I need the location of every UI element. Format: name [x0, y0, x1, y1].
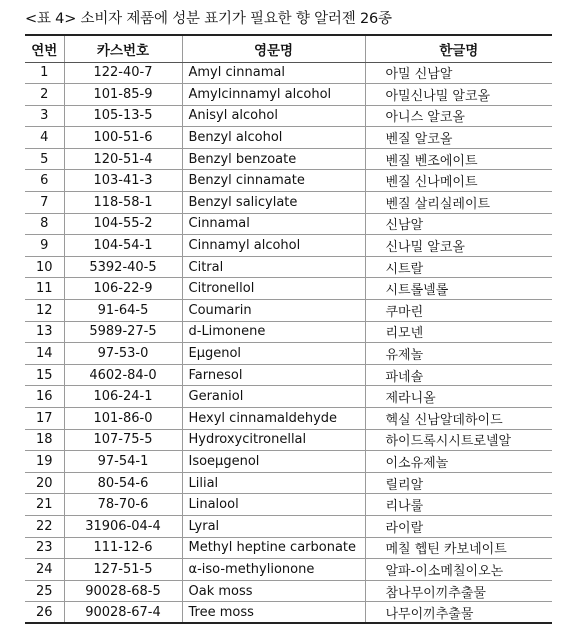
- cell-cas-number: 127-51-5: [64, 559, 182, 581]
- cell-korean-name: 리나룰: [365, 494, 552, 516]
- cell-cas-number: 5989-27-5: [64, 321, 182, 343]
- cell-cas-number: 101-85-9: [64, 84, 182, 106]
- cell-english-name: Amyl cinnamal: [182, 62, 365, 84]
- cell-serial: 7: [25, 192, 64, 214]
- cell-korean-name: 시트랄: [365, 256, 552, 278]
- cell-serial: 5: [25, 148, 64, 170]
- cell-korean-name: 메칠 헵틴 카보네이트: [365, 537, 552, 559]
- cell-cas-number: 106-24-1: [64, 386, 182, 408]
- table-row: [25, 278, 552, 300]
- cell-cas-number: 78-70-6: [64, 494, 182, 516]
- table-row: [25, 429, 552, 451]
- header-english-name: 영문명: [182, 35, 365, 62]
- cell-serial: 15: [25, 364, 64, 386]
- cell-serial: 19: [25, 451, 64, 473]
- table-row: [25, 472, 552, 494]
- table-row: [25, 537, 552, 559]
- cell-cas-number: 107-75-5: [64, 429, 182, 451]
- cell-english-name: Citral: [182, 256, 365, 278]
- cell-korean-name: 리모넨: [365, 321, 552, 343]
- cell-english-name: Hydroxycitronellal: [182, 429, 365, 451]
- cell-cas-number: 104-54-1: [64, 235, 182, 257]
- table-row: [25, 321, 552, 343]
- cell-korean-name: 벤질 벤조에이트: [365, 148, 552, 170]
- table-row: [25, 580, 552, 602]
- cell-cas-number: 118-58-1: [64, 192, 182, 214]
- cell-korean-name: 신남알: [365, 213, 552, 235]
- cell-korean-name: 시트롤넬롤: [365, 278, 552, 300]
- cell-korean-name: 하이드록시시트로넬알: [365, 429, 552, 451]
- table-row: [25, 494, 552, 516]
- cell-serial: 11: [25, 278, 64, 300]
- cell-serial: 12: [25, 300, 64, 322]
- cell-cas-number: 4602-84-0: [64, 364, 182, 386]
- header-cas-number: 카스번호: [64, 35, 182, 62]
- table-row: [25, 170, 552, 192]
- cell-english-name: Lilial: [182, 472, 365, 494]
- cell-serial: 13: [25, 321, 64, 343]
- cell-korean-name: 유제놀: [365, 343, 552, 365]
- cell-korean-name: 벤질 알코올: [365, 127, 552, 149]
- cell-english-name: Cinnamyl alcohol: [182, 235, 365, 257]
- cell-korean-name: 아밀신나밀 알코올: [365, 84, 552, 106]
- cell-english-name: Citronellol: [182, 278, 365, 300]
- cell-cas-number: 90028-68-5: [64, 580, 182, 602]
- cell-korean-name: 나무이끼추출물: [365, 602, 552, 624]
- cell-cas-number: 97-53-0: [64, 343, 182, 365]
- cell-cas-number: 106-22-9: [64, 278, 182, 300]
- cell-english-name: Amylcinnamyl alcohol: [182, 84, 365, 106]
- cell-korean-name: 참나무이끼추출물: [365, 580, 552, 602]
- cell-serial: 16: [25, 386, 64, 408]
- cell-korean-name: 신나밀 알코올: [365, 235, 552, 257]
- cell-serial: 1: [25, 62, 64, 84]
- cell-korean-name: 라이랄: [365, 515, 552, 537]
- cell-cas-number: 97-54-1: [64, 451, 182, 473]
- header-serial: 연번: [25, 35, 64, 62]
- cell-serial: 6: [25, 170, 64, 192]
- cell-english-name: Benzyl salicylate: [182, 192, 365, 214]
- header-row: [25, 35, 552, 62]
- cell-cas-number: 101-86-0: [64, 408, 182, 430]
- table-row: [25, 364, 552, 386]
- cell-korean-name: 릴리알: [365, 472, 552, 494]
- table-row: [25, 256, 552, 278]
- table-row: [25, 148, 552, 170]
- cell-serial: 25: [25, 580, 64, 602]
- table-header: [25, 35, 552, 62]
- cell-cas-number: 31906-04-4: [64, 515, 182, 537]
- cell-cas-number: 120-51-4: [64, 148, 182, 170]
- cell-serial: 22: [25, 515, 64, 537]
- cell-english-name: d-Limonene: [182, 321, 365, 343]
- cell-cas-number: 100-51-6: [64, 127, 182, 149]
- table-row: [25, 127, 552, 149]
- cell-english-name: α-iso-methylionone: [182, 559, 365, 581]
- cell-english-name: Oak moss: [182, 580, 365, 602]
- table-row: [25, 213, 552, 235]
- table-caption: <표 4> 소비자 제품에 성분 표기가 필요한 향 알러젠 26종: [25, 11, 392, 27]
- header-korean-name: 한글명: [365, 35, 552, 62]
- cell-korean-name: 아밀 신남알: [365, 62, 552, 84]
- table-row: [25, 386, 552, 408]
- cell-serial: 2: [25, 84, 64, 106]
- cell-serial: 9: [25, 235, 64, 257]
- allergen-table: [25, 34, 552, 624]
- table-row: [25, 84, 552, 106]
- cell-serial: 18: [25, 429, 64, 451]
- cell-english-name: Benzyl benzoate: [182, 148, 365, 170]
- cell-serial: 3: [25, 105, 64, 127]
- cell-cas-number: 122-40-7: [64, 62, 182, 84]
- cell-serial: 24: [25, 559, 64, 581]
- cell-cas-number: 105-13-5: [64, 105, 182, 127]
- cell-cas-number: 111-12-6: [64, 537, 182, 559]
- cell-serial: 8: [25, 213, 64, 235]
- table-row: [25, 408, 552, 430]
- table-row: [25, 235, 552, 257]
- cell-english-name: Benzyl alcohol: [182, 127, 365, 149]
- cell-korean-name: 이소유제놀: [365, 451, 552, 473]
- cell-english-name: Methyl heptine carbonate: [182, 537, 365, 559]
- table-body: [25, 62, 552, 623]
- cell-serial: 4: [25, 127, 64, 149]
- cell-english-name: Linalool: [182, 494, 365, 516]
- cell-cas-number: 5392-40-5: [64, 256, 182, 278]
- cell-english-name: Benzyl cinnamate: [182, 170, 365, 192]
- cell-serial: 10: [25, 256, 64, 278]
- cell-english-name: Hexyl cinnamaldehyde: [182, 408, 365, 430]
- cell-english-name: Isoeμgenol: [182, 451, 365, 473]
- cell-korean-name: 제라니올: [365, 386, 552, 408]
- cell-korean-name: 벤질 살리실레이트: [365, 192, 552, 214]
- cell-english-name: Cinnamal: [182, 213, 365, 235]
- cell-english-name: Farnesol: [182, 364, 365, 386]
- cell-english-name: Anisyl alcohol: [182, 105, 365, 127]
- cell-english-name: Tree moss: [182, 602, 365, 624]
- cell-cas-number: 103-41-3: [64, 170, 182, 192]
- table-row: [25, 451, 552, 473]
- cell-cas-number: 91-64-5: [64, 300, 182, 322]
- cell-english-name: Geraniol: [182, 386, 365, 408]
- table-row: [25, 300, 552, 322]
- cell-korean-name: 헥실 신남알데하이드: [365, 408, 552, 430]
- cell-korean-name: 쿠마린: [365, 300, 552, 322]
- table-row: [25, 343, 552, 365]
- table-row: [25, 62, 552, 84]
- cell-cas-number: 90028-67-4: [64, 602, 182, 624]
- cell-serial: 21: [25, 494, 64, 516]
- cell-korean-name: 벤질 신나메이트: [365, 170, 552, 192]
- cell-serial: 14: [25, 343, 64, 365]
- cell-english-name: Coumarin: [182, 300, 365, 322]
- table-row: [25, 559, 552, 581]
- cell-serial: 20: [25, 472, 64, 494]
- cell-english-name: Lyral: [182, 515, 365, 537]
- table-row: [25, 105, 552, 127]
- cell-cas-number: 80-54-6: [64, 472, 182, 494]
- cell-cas-number: 104-55-2: [64, 213, 182, 235]
- cell-korean-name: 알파-이소메칠이오논: [365, 559, 552, 581]
- cell-korean-name: 파네솔: [365, 364, 552, 386]
- cell-serial: 17: [25, 408, 64, 430]
- cell-korean-name: 아니스 알코올: [365, 105, 552, 127]
- table-row: [25, 515, 552, 537]
- cell-serial: 26: [25, 602, 64, 624]
- cell-serial: 23: [25, 537, 64, 559]
- cell-english-name: Eμgenol: [182, 343, 365, 365]
- table-row: [25, 192, 552, 214]
- table-row: [25, 602, 552, 624]
